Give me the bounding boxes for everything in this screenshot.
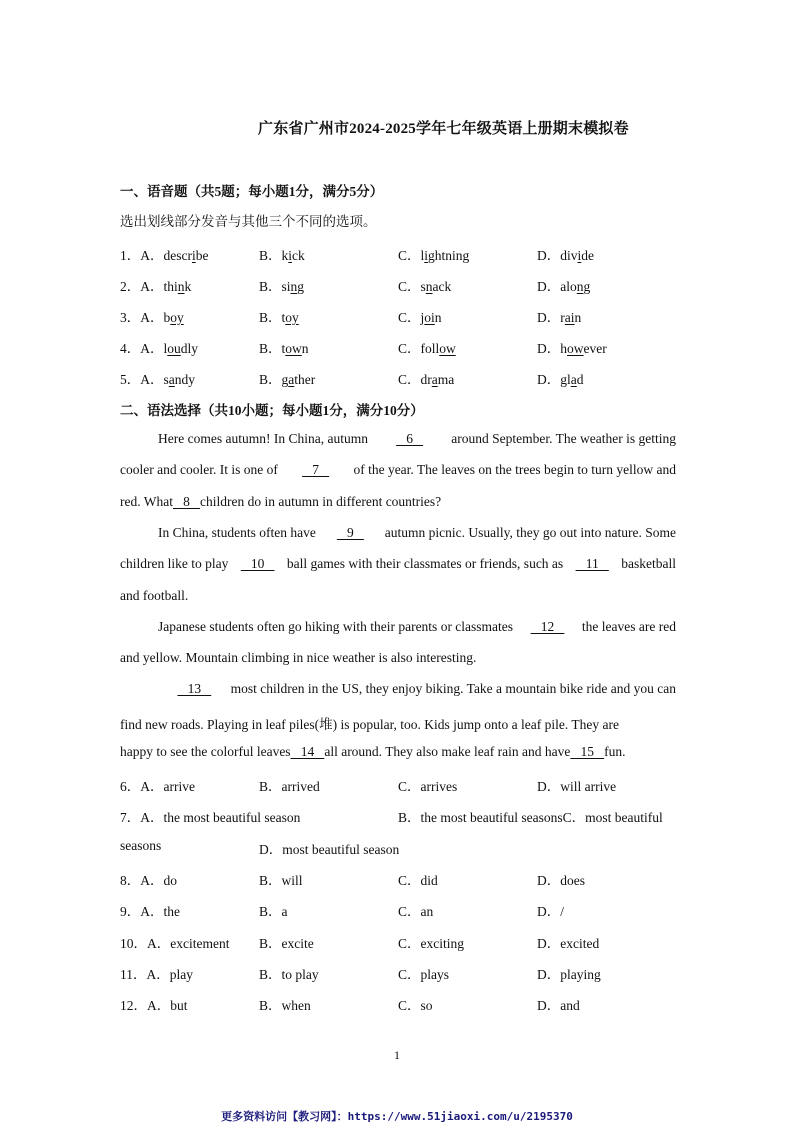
passage-text: around September. The weather is getting [451, 431, 676, 446]
grammar-option-row [120, 963, 680, 983]
blank-8[interactable]: 8 [172, 493, 200, 509]
option-d: D．divide [537, 248, 595, 263]
option-c: C．join [398, 310, 442, 325]
option-d: D．does [537, 872, 585, 888]
passage-line [158, 431, 676, 447]
blank-12[interactable]: 12 [530, 618, 565, 634]
option-n: 7．A．the most beautiful season [120, 810, 301, 826]
option-d: D．and [537, 998, 580, 1014]
passage-text: of the year. The leaves on the trees begin to turn yellow and [353, 462, 676, 478]
option-b: B．town [259, 341, 309, 356]
option-c: B．the most beautiful seasonsC．most beautiful [398, 810, 663, 826]
page-title: 广东省广州市2024-2025学年七年级英语上册期末模拟卷 [258, 121, 629, 137]
option-b: B．gather [259, 372, 316, 387]
footer-link[interactable]: 更多资料访问【教习网】：https://www.51jiaoxi.com/u/2195370 [221, 1110, 573, 1123]
passage-text: and football. [120, 587, 189, 603]
passage-text: happy to see the colorful leaves [120, 744, 291, 759]
option-c: C．drama [398, 372, 455, 387]
passage-text: cooler and cooler. It is one of [120, 462, 278, 478]
blank-7[interactable]: 7 [302, 462, 330, 478]
option-c: C．snack [398, 279, 452, 294]
option-c: C．an [398, 904, 434, 920]
blank-11[interactable]: 11 [575, 556, 609, 572]
passage-text: basketball [621, 556, 676, 572]
option-d: D．along [537, 279, 591, 294]
blank-13[interactable]: 13 [177, 681, 212, 697]
blank-6[interactable]: 6 [396, 431, 424, 446]
option-d: D．glad [537, 372, 584, 387]
option-b: B．kick [259, 248, 305, 263]
option-n: 10．A．excitement [120, 935, 230, 951]
option-n: 8．A．do [120, 872, 177, 888]
passage-line [120, 744, 676, 760]
grammar-option-row [120, 900, 680, 920]
option-b: B．a [259, 904, 288, 920]
option-b: B．arrived [259, 779, 320, 794]
passage-line [120, 588, 676, 604]
passage-text: all around. They also make leaf rain and have [324, 744, 571, 759]
option-a: 4．A．loudly [120, 341, 199, 356]
option-c: C．exciting [398, 935, 464, 951]
option-d: D．/ [537, 904, 564, 920]
passage-line [158, 525, 676, 541]
phonetics-question [120, 306, 680, 326]
passage-text: Here comes autumn! In China, autumn [158, 431, 368, 446]
grammar-option-row [120, 838, 680, 858]
option-c: C．plays [398, 966, 450, 982]
option-a: 1．A．describe [120, 248, 209, 263]
section1-instruction: 选出划线部分发音与其他三个不同的选项。 [120, 214, 377, 229]
passage-text: fun. [604, 744, 626, 759]
option-b: B．to play [259, 966, 319, 982]
passage-line [158, 681, 676, 697]
option-c: C．did [398, 872, 438, 888]
option-b: B．when [259, 998, 311, 1014]
option-c: C．so [398, 998, 433, 1014]
passage-line [120, 713, 676, 733]
blank-9[interactable]: 9 [336, 524, 364, 540]
option-b: B．sing [259, 279, 305, 294]
grammar-option-row [120, 806, 680, 826]
option-n: 9．A．the [120, 904, 180, 920]
option-b: B．toy [259, 310, 299, 325]
passage-text: red. What [120, 493, 173, 509]
option-d: D．playing [537, 966, 601, 982]
option-b: D．most beautiful season [259, 841, 400, 857]
passage-line [120, 556, 676, 572]
passage-text: In China, students often have [158, 524, 316, 540]
option-d: D．will arrive [537, 779, 617, 794]
option-d: D．rain [537, 310, 582, 325]
option-n: seasons [120, 837, 162, 853]
option-n: 11．A．play [120, 966, 193, 982]
option-n: 12．A．but [120, 998, 188, 1014]
option-b: B．will [259, 872, 303, 888]
grammar-option-row [120, 932, 680, 952]
passage-text: children like to play [120, 556, 229, 572]
passage-line [120, 494, 676, 510]
passage-line [120, 650, 676, 666]
phonetics-question [120, 337, 680, 357]
passage-text: autumn picnic. Usually, they go out into nature. Some [384, 524, 676, 540]
option-a: 2．A．think [120, 279, 192, 294]
section1-heading: 一、语音题（共5题；每小题1分，满分5分） [120, 184, 384, 199]
passage-line [158, 619, 676, 635]
blank-14[interactable]: 14 [290, 744, 325, 759]
option-b: B．excite [259, 935, 314, 951]
passage-text: the leaves are red [581, 618, 676, 634]
page-number: 1 [394, 1048, 400, 1062]
passage-text: Japanese students often go hiking with their parents or classmates [158, 618, 514, 634]
option-a: 5．A．sandy [120, 372, 196, 387]
passage-text: ball games with their classmates or friends, such as [286, 556, 564, 572]
passage-text: children do in autumn in different countries? [199, 493, 442, 509]
option-c: C．arrives [398, 779, 458, 794]
passage-text: and yellow. Mountain climbing in nice weather is also interesting. [120, 650, 477, 666]
phonetics-question [120, 275, 680, 295]
section2-heading: 二、语法选择（共10小题；每小题1分，满分10分） [120, 403, 424, 418]
option-d: D．however [537, 341, 607, 356]
blank-10[interactable]: 10 [240, 556, 275, 572]
grammar-option-row [120, 994, 680, 1014]
passage-text: most children in the US, they enjoy biking. Take a mountain bike ride and you can [230, 681, 676, 697]
option-a: 3．A．boy [120, 310, 184, 325]
option-n: 6．A．arrive [120, 779, 195, 794]
option-c: C．follow [398, 341, 456, 356]
grammar-option-row [120, 869, 680, 889]
phonetics-question [120, 244, 680, 264]
passage-text: find new roads. Playing in leaf piles(堆) is popular, too. Kids jump onto a leaf pile. They are [120, 716, 619, 732]
phonetics-question [120, 368, 680, 388]
option-d: D．excited [537, 935, 600, 951]
option-c: C．lightning [398, 248, 470, 263]
passage-line [120, 462, 676, 478]
blank-15[interactable]: 15 [570, 744, 605, 759]
grammar-option-row [120, 775, 680, 795]
